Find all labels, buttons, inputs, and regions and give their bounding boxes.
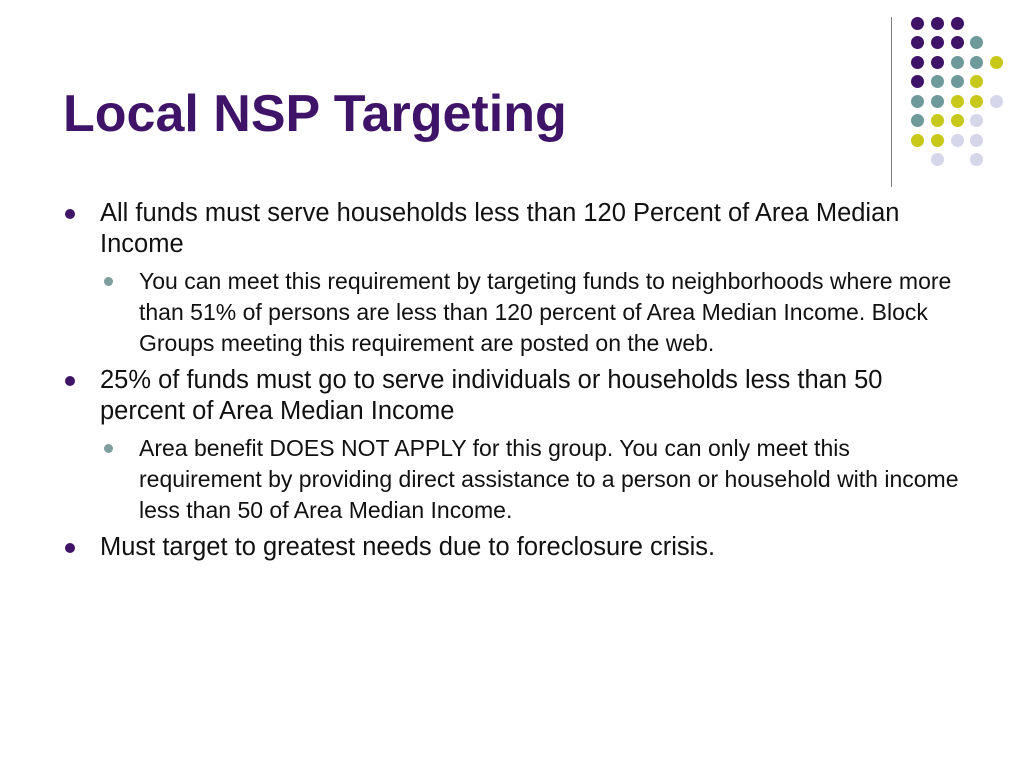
decorative-dot xyxy=(990,56,1003,69)
bullet-dot-icon xyxy=(65,376,75,386)
decorative-dot xyxy=(951,134,964,147)
decorative-dot xyxy=(970,114,983,127)
decorative-dot xyxy=(931,95,944,108)
decorative-dot xyxy=(951,17,964,30)
decorative-dot xyxy=(931,114,944,127)
slide-title: Local NSP Targeting xyxy=(63,85,567,143)
bullet-text: 25% of funds must go to serve individuals or households less than 50 percent of Area Median Income xyxy=(100,366,883,425)
decorative-dot xyxy=(911,134,924,147)
decorative-dot xyxy=(951,36,964,49)
sub-bullet-item xyxy=(62,266,962,359)
decorative-dot xyxy=(970,75,983,88)
decorative-dot xyxy=(931,56,944,69)
bullet-item xyxy=(62,532,962,563)
sub-bullet-text: You can meet this requirement by targeting funds to neighborhoods where more than 51% of persons are less than 120 percent of Area Median Income. Block Groups meeting this requirement are posted on the web. xyxy=(139,268,952,356)
bullet-item xyxy=(62,198,962,260)
decorative-dot-grid xyxy=(0,0,1024,200)
decorative-dot xyxy=(970,56,983,69)
decorative-dot xyxy=(931,153,944,166)
slide-body xyxy=(62,198,962,569)
decorative-dot xyxy=(931,75,944,88)
decorative-dot xyxy=(990,95,1003,108)
decorative-dot xyxy=(911,56,924,69)
decorative-dot xyxy=(911,95,924,108)
decorative-dot xyxy=(931,17,944,30)
decorative-dot xyxy=(931,134,944,147)
decorative-dot xyxy=(970,95,983,108)
decorative-dot xyxy=(911,36,924,49)
bullet-text: Must target to greatest needs due to foreclosure crisis. xyxy=(100,533,716,561)
sub-bullet-text: Area benefit DOES NOT APPLY for this group. You can only meet this requirement by providing direct assistance to a person or household with income less than 50 of Area Median Income. xyxy=(139,435,959,523)
decorative-dot xyxy=(951,75,964,88)
decorative-dot xyxy=(951,56,964,69)
decorative-dot xyxy=(951,95,964,108)
decorative-dot xyxy=(911,75,924,88)
decorative-dot xyxy=(911,17,924,30)
bullet-item xyxy=(62,365,962,427)
decorative-dot xyxy=(970,153,983,166)
sub-bullet-dot-icon xyxy=(104,444,113,453)
decorative-dot xyxy=(970,134,983,147)
bullet-text: All funds must serve households less than 120 Percent of Area Median Income xyxy=(100,199,900,258)
decorative-dot xyxy=(970,36,983,49)
sub-bullet-dot-icon xyxy=(104,277,113,286)
decorative-dot xyxy=(911,114,924,127)
sub-bullet-item xyxy=(62,433,962,526)
bullet-dot-icon xyxy=(65,209,75,219)
bullet-dot-icon xyxy=(65,543,75,553)
decorative-dot xyxy=(951,114,964,127)
decorative-dot xyxy=(931,36,944,49)
